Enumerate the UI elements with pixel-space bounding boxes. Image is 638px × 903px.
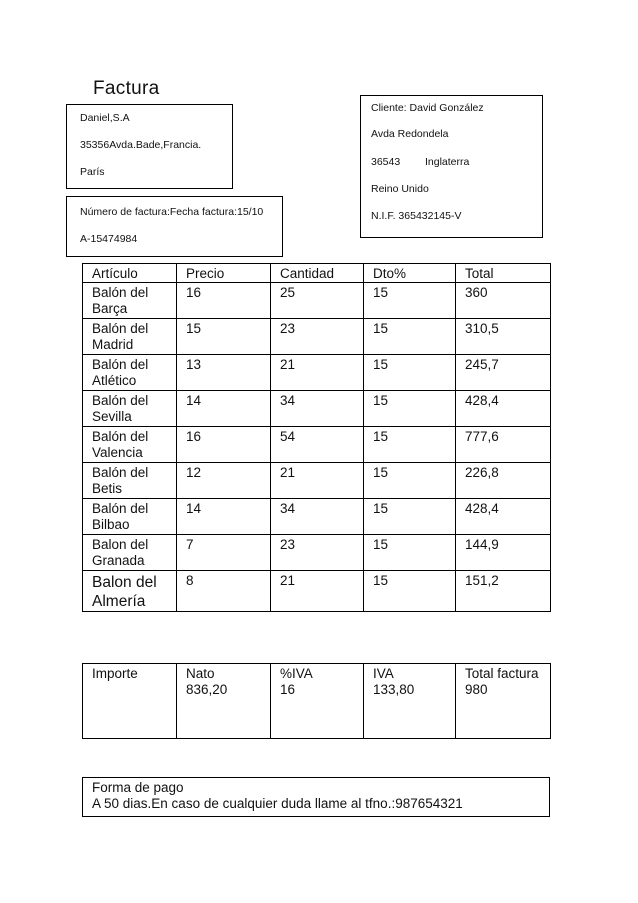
cell-total: 360 (456, 283, 551, 319)
iva-pct-label: %IVA (280, 666, 313, 681)
cell-dto: 15 (364, 463, 456, 499)
client-nif: N.I.F. 365432145-V (371, 210, 462, 222)
cell-articulo: Balon del Granada (83, 535, 177, 571)
header-total: Total (456, 264, 551, 283)
client-street: Avda Redondela (371, 128, 449, 140)
total-factura-value: 980 (465, 682, 488, 697)
iva-value: 133,80 (373, 682, 415, 697)
items-table (82, 263, 551, 612)
cell-dto: 15 (364, 319, 456, 355)
table-row (83, 535, 551, 571)
cell-cantidad: 21 (271, 571, 364, 612)
cell-total: 144,9 (456, 535, 551, 571)
seller-city: París (80, 166, 105, 178)
importe-label: Importe (83, 664, 177, 739)
cell-dto: 15 (364, 535, 456, 571)
cell-cantidad: 25 (271, 283, 364, 319)
cell-total: 777,6 (456, 427, 551, 463)
cell-precio: 14 (177, 391, 271, 427)
cell-cantidad: 34 (271, 499, 364, 535)
cell-dto: 15 (364, 283, 456, 319)
table-row (83, 391, 551, 427)
cell-dto: 15 (364, 571, 456, 612)
cell-articulo: Balón del Bilbao (83, 499, 177, 535)
cell-precio: 14 (177, 499, 271, 535)
cell-precio: 7 (177, 535, 271, 571)
cell-cantidad: 23 (271, 535, 364, 571)
cell-precio: 12 (177, 463, 271, 499)
invoice-box (66, 196, 283, 257)
cell-articulo: Balon del Almería (83, 571, 177, 612)
iva-pct-cell (271, 664, 364, 739)
payment-row (83, 778, 550, 817)
client-region: Reino Unido (371, 183, 429, 195)
cell-precio: 8 (177, 571, 271, 612)
cell-precio: 13 (177, 355, 271, 391)
client-box (360, 95, 543, 238)
table-row (83, 463, 551, 499)
client-name: Cliente: David González (371, 102, 484, 114)
client-postal: 36543 (371, 156, 401, 168)
table-row (83, 499, 551, 535)
totals-table (82, 663, 551, 739)
cell-precio: 16 (177, 283, 271, 319)
cell-precio: 16 (177, 427, 271, 463)
cell-cantidad: 54 (271, 427, 364, 463)
cell-precio: 15 (177, 319, 271, 355)
cell-articulo: Balón del Sevilla (83, 391, 177, 427)
header-articulo: Artículo (83, 264, 177, 283)
seller-address: 35356Avda.Bade,Francia. (80, 139, 202, 151)
header-dto: Dto% (364, 264, 456, 283)
cell-articulo: Balón del Betis (83, 463, 177, 499)
table-row (83, 319, 551, 355)
total-factura-cell (456, 664, 551, 739)
seller-box (66, 104, 233, 189)
payment-cell (83, 778, 550, 817)
cell-cantidad: 34 (271, 391, 364, 427)
cell-dto: 15 (364, 499, 456, 535)
cell-articulo: Balón del Barça (83, 283, 177, 319)
cell-cantidad: 21 (271, 463, 364, 499)
cell-articulo: Balón del Valencia (83, 427, 177, 463)
nato-cell (177, 664, 271, 739)
invoice-number-date: Número de factura:Fecha factura:15/10 (80, 206, 264, 218)
cell-articulo: Balón del Atlético (83, 355, 177, 391)
totals-row (83, 664, 551, 739)
cell-total: 310,5 (456, 319, 551, 355)
header-cantidad: Cantidad (271, 264, 364, 283)
seller-name: Daniel,S.A (80, 112, 130, 124)
cell-dto: 15 (364, 427, 456, 463)
cell-cantidad: 23 (271, 319, 364, 355)
cell-articulo: Balón del Madrid (83, 319, 177, 355)
header-precio: Precio (177, 264, 271, 283)
cell-total: 151,2 (456, 571, 551, 612)
cell-dto: 15 (364, 391, 456, 427)
cell-dto: 15 (364, 355, 456, 391)
payment-table (82, 777, 550, 817)
payment-text: A 50 dias.En caso de cualquier duda llame al tfno.:987654321 (92, 796, 463, 811)
table-row (83, 427, 551, 463)
document-title: Factura (93, 78, 160, 99)
table-row (83, 283, 551, 319)
nato-value: 836,20 (186, 682, 228, 697)
cell-total: 428,4 (456, 391, 551, 427)
iva-label: IVA (373, 666, 394, 681)
table-row (83, 571, 551, 612)
invoice-code: A-15474984 (80, 233, 138, 245)
cell-total: 226,8 (456, 463, 551, 499)
payment-title: Forma de pago (92, 780, 184, 795)
iva-cell (364, 664, 456, 739)
table-row (83, 355, 551, 391)
total-factura-label: Total factura (465, 666, 539, 681)
cell-cantidad: 21 (271, 355, 364, 391)
iva-pct-value: 16 (280, 682, 296, 697)
items-header-row (83, 264, 551, 283)
nato-label: Nato (186, 666, 215, 681)
cell-total: 428,4 (456, 499, 551, 535)
cell-total: 245,7 (456, 355, 551, 391)
client-country: Inglaterra (425, 156, 470, 168)
